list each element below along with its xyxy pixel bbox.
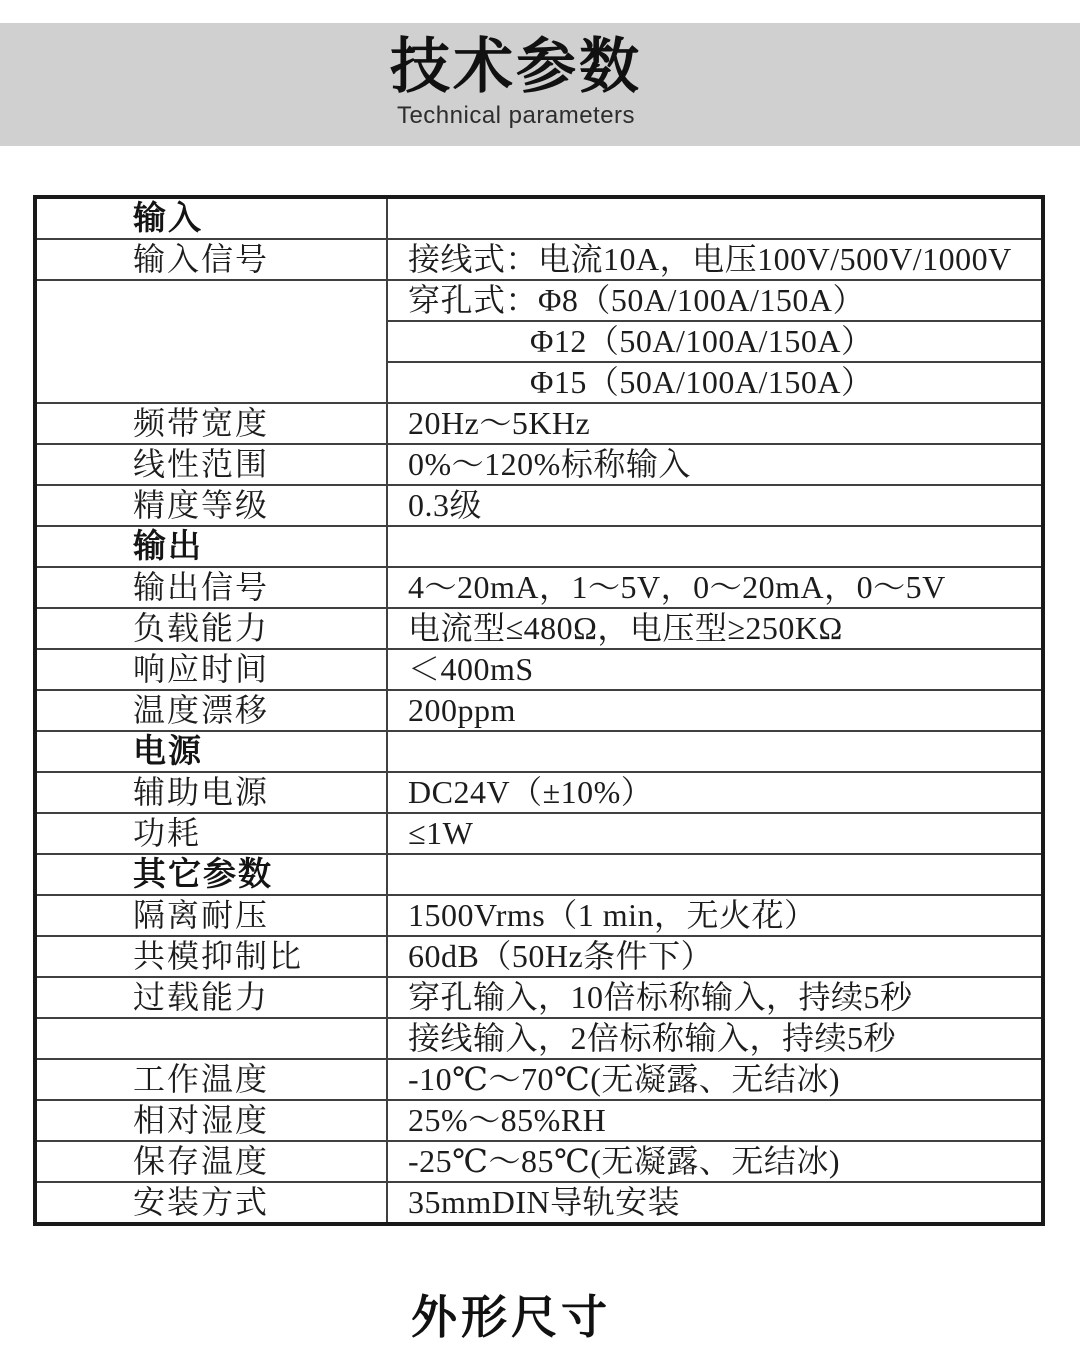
param-value-cell [387,731,1043,772]
table-row [35,1059,1043,1100]
param-label-cell: 响应时间 [35,649,387,690]
param-label-cell: 输入 [35,197,387,239]
param-value-cell: 4～20mA，1～5V，0～20mA，0～5V [387,567,1043,608]
section-header-row [35,526,1043,567]
param-value-cell: -10℃～70℃(无凝露、无结冰) [387,1059,1043,1100]
table-row [35,895,1043,936]
table-row [35,1141,1043,1182]
table-row [35,977,1043,1018]
param-value-cell: 接线输入，2倍标称输入，持续5秒 [387,1018,1043,1059]
param-value-cell: 穿孔式：Φ8（50A/100A/150A） [387,280,1043,321]
table-row [35,1182,1043,1224]
table-row [35,690,1043,731]
param-value-cell [387,197,1043,239]
param-value-cell: DC24V（±10%） [387,772,1043,813]
spec-table [33,195,1045,1226]
param-value-cell: 200ppm [387,690,1043,731]
param-label-cell: 相对湿度 [35,1100,387,1141]
table-row [35,239,1043,280]
section-header-row [35,197,1043,239]
param-label-cell: 辅助电源 [35,772,387,813]
param-label-cell [35,1018,387,1059]
table-row [35,567,1043,608]
param-label-cell: 输出 [35,526,387,567]
param-label-cell: 电源 [35,731,387,772]
section-header-row [35,731,1043,772]
param-value-cell: 接线式：电流10A，电压100V/500V/1000V [387,239,1043,280]
section-header-row [35,854,1043,895]
param-label-cell: 工作温度 [35,1059,387,1100]
table-row [35,1018,1043,1059]
param-label-cell: 输入信号 [35,239,387,280]
param-label-cell: 输出信号 [35,567,387,608]
param-label-cell: 隔离耐压 [35,895,387,936]
param-value-cell: 35mmDIN导轨安装 [387,1182,1043,1224]
title-banner [0,23,1080,146]
param-label-cell [35,280,387,403]
param-value-cell: 20Hz～5KHz [387,403,1043,444]
param-value-cell: -25℃～85℃(无凝露、无结冰) [387,1141,1043,1182]
param-label-cell: 负载能力 [35,608,387,649]
param-value-cell: 60dB（50Hz条件下） [387,936,1043,977]
spec-table-body [35,197,1043,1224]
param-value-cell: 25%～85%RH [387,1100,1043,1141]
page-subtitle: Technical parameters [396,102,636,129]
param-label-cell: 功耗 [35,813,387,854]
page-title: 技术参数 [390,33,642,100]
param-label-cell: 保存温度 [35,1141,387,1182]
table-row [35,444,1043,485]
param-value-cell: Φ12（50A/100A/150A） [387,321,1043,362]
param-value-cell: 1500Vrms（1 min，无火花） [387,895,1043,936]
title-banner-inner [0,33,1056,160]
table-row [35,772,1043,813]
table-row [35,403,1043,444]
table-row [35,936,1043,977]
param-label-cell: 其它参数 [35,854,387,895]
param-value-cell: ≤1W [387,813,1043,854]
param-label-cell: 线性范围 [35,444,387,485]
dimensions-section-title: 外形尺寸 [411,1291,611,1343]
table-row [35,280,1043,321]
table-row [35,1100,1043,1141]
table-row [35,649,1043,690]
param-value-cell: 0%～120%标称输入 [387,444,1043,485]
param-value-cell: 电流型≤480Ω，电压型≥250KΩ [387,608,1043,649]
param-value-cell: Φ15（50A/100A/150A） [387,362,1043,403]
param-label-cell: 安装方式 [35,1182,387,1224]
table-row [35,485,1043,526]
param-label-cell: 过载能力 [35,977,387,1018]
table-row [35,813,1043,854]
param-label-cell: 精度等级 [35,485,387,526]
param-label-cell: 共模抑制比 [35,936,387,977]
param-value-cell: 穿孔输入，10倍标称输入，持续5秒 [387,977,1043,1018]
param-value-cell [387,854,1043,895]
param-value-cell: 0.3级 [387,485,1043,526]
param-value-cell [387,526,1043,567]
param-label-cell: 频带宽度 [35,403,387,444]
param-label-cell: 温度漂移 [35,690,387,731]
param-value-cell: ＜400mS [387,649,1043,690]
table-row [35,608,1043,649]
